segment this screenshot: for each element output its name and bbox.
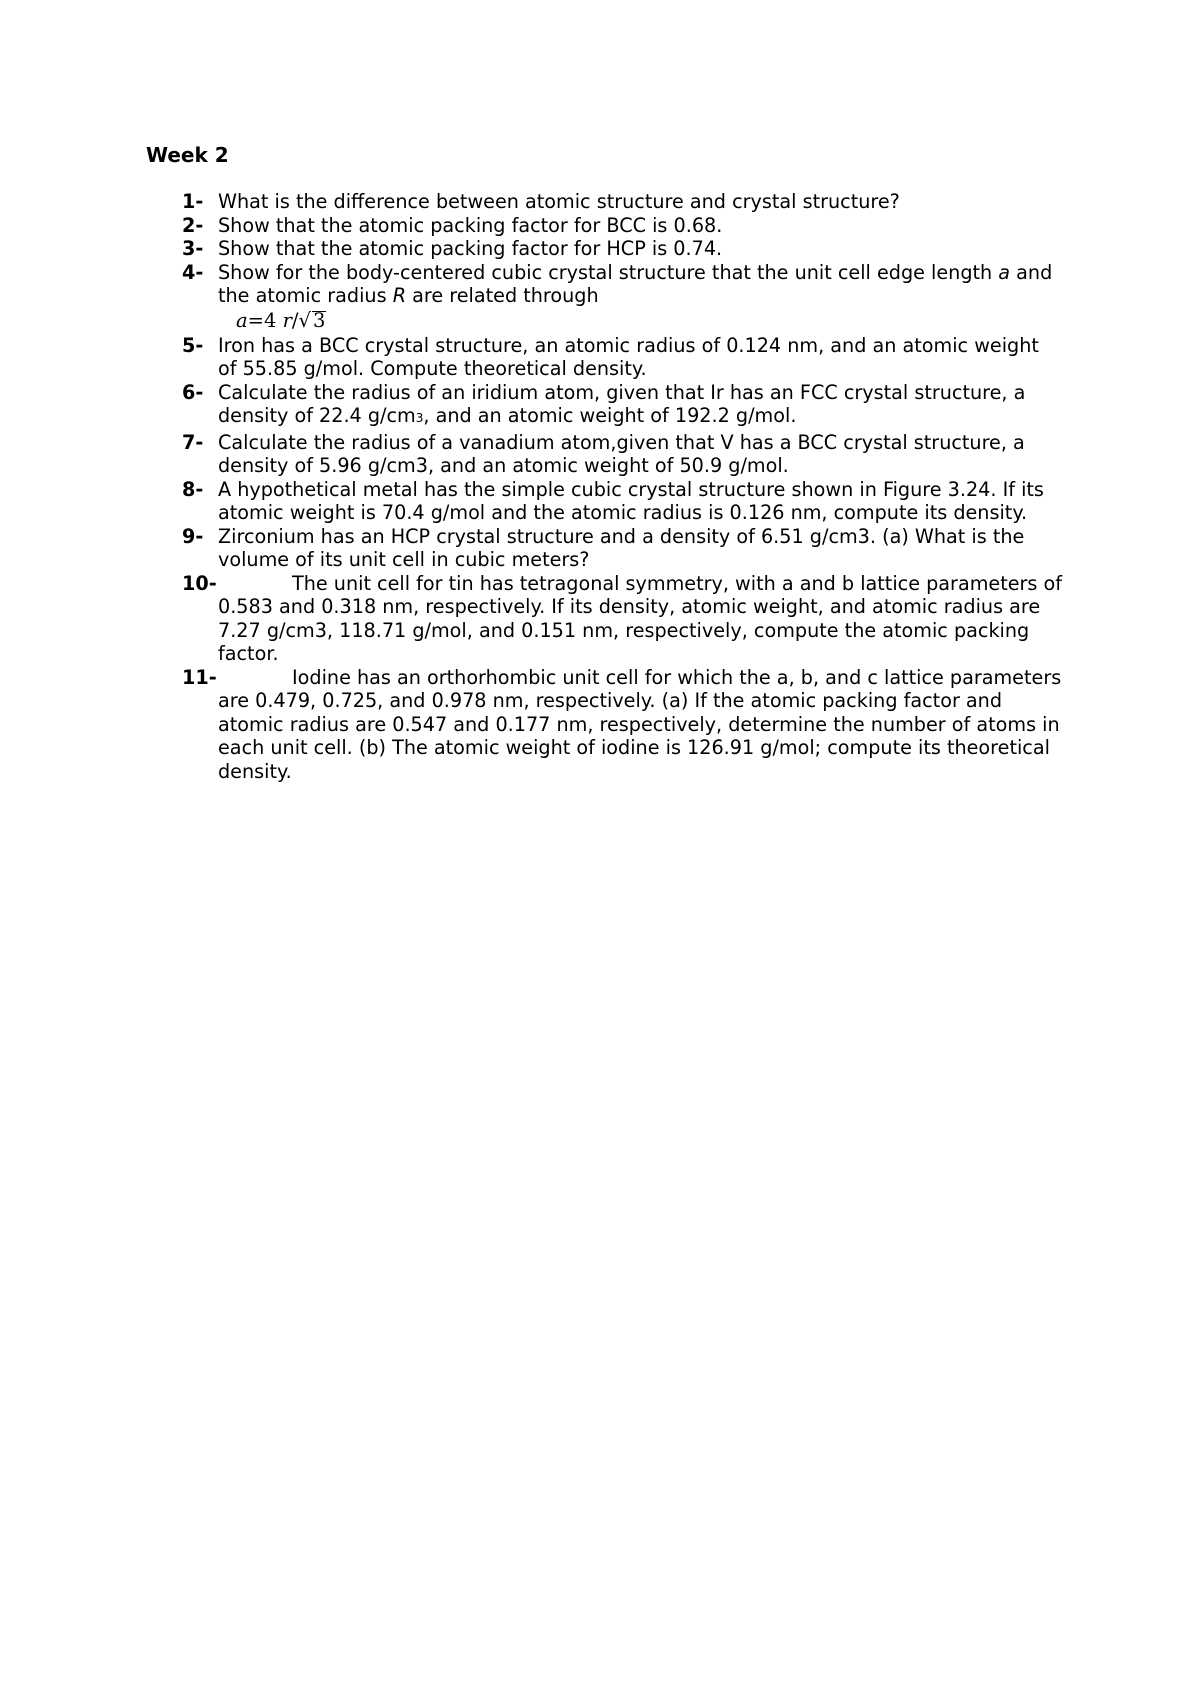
question-number: 2-	[182, 213, 204, 237]
variable-a: a	[998, 260, 1011, 284]
question-text: Zirconium has an HCP crystal structure and a density of 6.51 g/cm3. (a) What is the volume of its unit cell in cubic meters?	[218, 524, 1025, 571]
question-number: 6-	[182, 380, 204, 404]
question-number: 10-	[182, 571, 217, 595]
question-2	[182, 214, 1062, 238]
question-text: What is the difference between atomic structure and crystal structure?	[218, 190, 900, 213]
formula-equals: =4	[247, 308, 277, 332]
question-text-part: , and an atomic weight of 192.2 g/mol.	[423, 404, 797, 427]
formula-lhs: a	[236, 308, 248, 332]
superscript-3: 3	[415, 411, 424, 425]
question-text: Show that the atomic packing factor for BCC is 0.68.	[218, 213, 723, 237]
question-6	[182, 381, 1062, 431]
variable-R: R	[392, 284, 407, 307]
question-list	[182, 190, 1062, 783]
question-text: A hypothetical metal has the simple cubic crystal structure shown in Figure 3.24. If its atomic weight is 70.4 g/mol and the atomic radius is 0.126 nm, compute its density.	[218, 477, 1044, 524]
question-number: 7-	[182, 430, 204, 454]
question-text: The unit cell for tin has tetragonal symmetry, with a and b lattice parameters of 0.583 and 0.318 nm, respectively. If its density, atomic weight, and atomic radius are 7.27 g/cm3, 118.71 g/mol, and 0.151 nm, respectively, compute the atomic packing factor.	[218, 571, 1063, 665]
question-text: Calculate the radius of a vanadium atom,given that V has a BCC crystal structure, a density of 5.96 g/cm3, and an atomic weight of 50.9 g/mol.	[218, 430, 1025, 477]
question-3	[182, 237, 1062, 261]
question-number: 11-	[182, 665, 217, 689]
question-number: 4-	[182, 260, 204, 284]
formula-slash: /	[291, 308, 299, 332]
question-9	[182, 525, 1062, 572]
question-text: Show that the atomic packing factor for HCP is 0.74.	[218, 237, 723, 260]
question-number: 1-	[182, 190, 204, 213]
question-4	[182, 261, 1062, 334]
page-title: Week 2	[146, 143, 229, 167]
question-number: 9-	[182, 524, 204, 548]
question-11	[182, 666, 1062, 784]
formula-a-equals-4r-over-root3	[218, 308, 1062, 334]
question-text-part: and the atomic radius	[218, 260, 1053, 307]
question-text: Iron has a BCC crystal structure, an atomic radius of 0.124 nm, and an atomic weight of 55.85 g/mol. Compute theoretical density.	[218, 333, 1039, 380]
formula-r: r	[282, 308, 292, 332]
question-text: Iodine has an orthorhombic unit cell for which the a, b, and c lattice parameters are 0.479, 0.725, and 0.978 nm, respectively. (a) If the atomic packing factor and atomic radius are 0.547 and 0.177 nm, respectively, determine the number of atoms in each unit cell. (b) The atomic weight of iodine is 126.91 g/mol; compute its theoretical density.	[218, 665, 1062, 783]
question-7	[182, 431, 1062, 478]
question-number: 3-	[182, 237, 204, 260]
formula-root-sign: √	[298, 308, 311, 332]
question-5	[182, 334, 1062, 381]
question-10	[182, 572, 1062, 666]
question-text-part: Calculate the radius of an iridium atom, given that Ir has an FCC crystal structure, a density of 22.4 g/cm	[218, 380, 1026, 427]
question-number: 5-	[182, 333, 204, 357]
question-text-part: Show for the body-centered cubic crystal structure that the unit cell edge length	[218, 260, 999, 284]
question-number: 8-	[182, 477, 204, 501]
question-8	[182, 478, 1062, 525]
formula-radicand: 3	[312, 308, 326, 332]
question-text-part: are related through	[406, 284, 599, 307]
question-1	[182, 190, 1062, 214]
